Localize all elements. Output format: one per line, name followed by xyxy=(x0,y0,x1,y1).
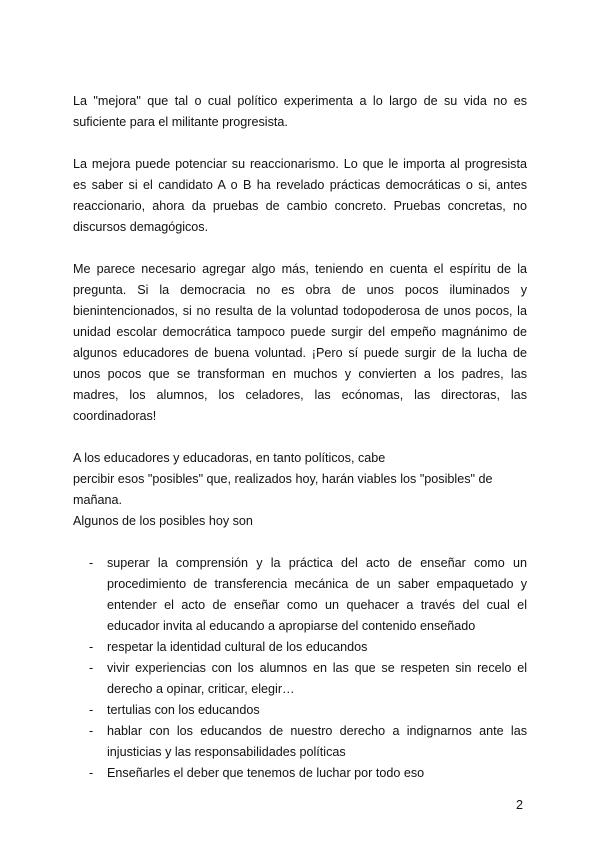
bullet-marker: - xyxy=(89,724,94,738)
intro-line-2: percibir esos "posibles" que, realizados hoy, harán viables los "posibles" de mañana. xyxy=(73,472,493,507)
paragraph-2: La mejora puede potenciar su reaccionarismo. Lo que le importa al progresista es saber si el candidato A o B ha revelado prácticas democráticas o si, antes reaccionario, ahora da pruebas de cambio concreto. Pruebas concretas, no discursos demagógicos. xyxy=(73,157,527,234)
bullet-marker: - xyxy=(89,640,94,654)
intro-line-3: Algunos de los posibles hoy son xyxy=(73,514,253,528)
list-item-text: vivir experiencias con los alumnos en las que se respeten sin recelo el derecho a opinar, criticar, elegir… xyxy=(107,661,527,696)
list-item-text: tertulias con los educandos xyxy=(107,703,260,717)
paragraph-1: La "mejora" que tal o cual político experimenta a lo largo de su vida no es suficiente para el militante progresista. xyxy=(73,94,527,129)
bullet-marker: - xyxy=(89,766,94,780)
list-item xyxy=(73,553,527,637)
list-item-text: superar la comprensión y la práctica del acto de enseñar como un procedimiento de transferencia mecánica de un saber empaquetado y entender el acto de enseñar como un quehacer a través del cual el educador invita al educando a apropiarse del contenido enseñado xyxy=(107,556,527,633)
bullet-marker: - xyxy=(89,661,94,675)
list-item-text: Enseñarles el deber que tenemos de luchar por todo eso xyxy=(107,766,425,780)
list-item xyxy=(73,658,527,700)
bullet-marker: - xyxy=(89,703,94,717)
bullet-list xyxy=(73,553,527,784)
list-item xyxy=(73,721,527,763)
list-item xyxy=(73,700,527,721)
bullet-marker: - xyxy=(89,556,94,570)
list-item xyxy=(73,637,527,658)
page-body xyxy=(73,91,527,784)
page-number: 2 xyxy=(516,798,524,812)
paragraph-3: Me parece necesario agregar algo más, teniendo en cuenta el espíritu de la pregunta. Si la democracia no es obra de unos pocos iluminados y bienintencionados, si no resulta de la voluntad todopoderosa de unos pocos, la unidad escolar democrática tampoco puede surgir del empeño magnánimo de algunos educadores de buena voluntad. ¡Pero sí puede surgir de la lucha de unos pocos que se transforman en muchos y convierten a los padres, las madres, los alumnos, los celadores, las ecónomas, las directoras, las coordinadoras! xyxy=(73,262,527,423)
list-item-text: hablar con los educandos de nuestro derecho a indignarnos ante las injusticias y las responsabilidades políticas xyxy=(107,724,527,759)
list-item-text: respetar la identidad cultural de los educandos xyxy=(107,640,368,654)
list-item xyxy=(73,763,527,784)
intro-line-1: A los educadores y educadoras, en tanto políticos, cabe xyxy=(73,451,386,465)
intro-lines xyxy=(73,448,527,532)
